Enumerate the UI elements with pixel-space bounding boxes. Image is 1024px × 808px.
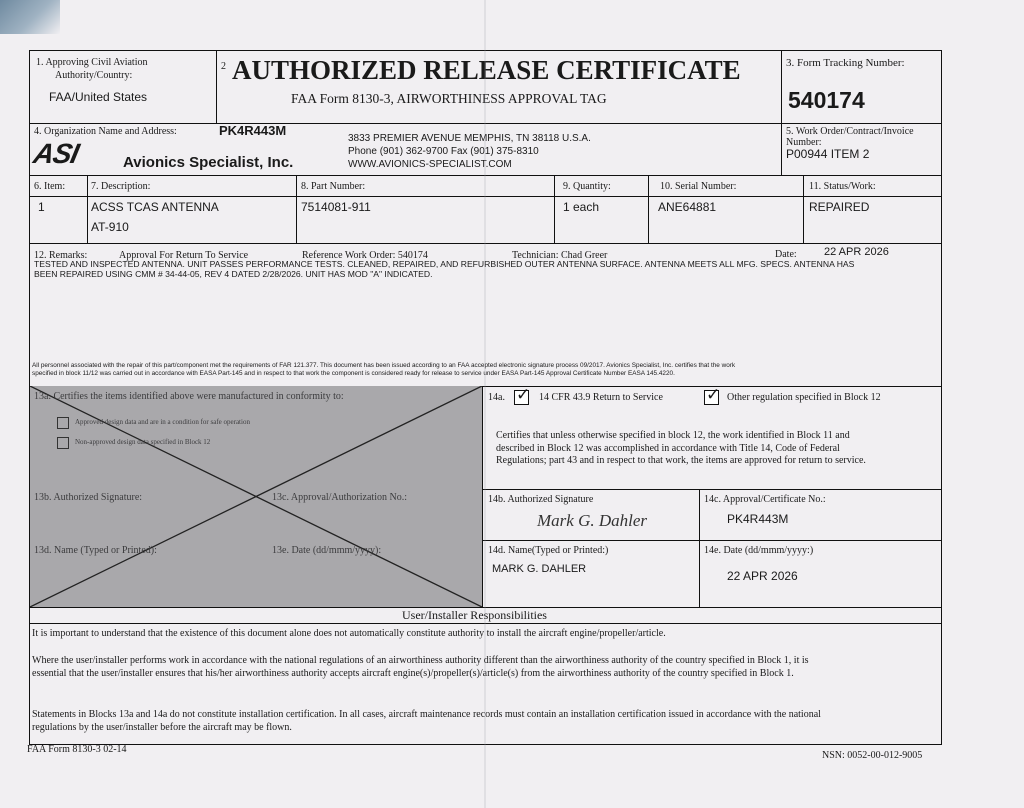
block14-date: 22 APR 2026 (727, 569, 798, 583)
divider (699, 489, 700, 607)
form-tracking-number: 540174 (788, 87, 865, 113)
col-part-header: 8. Part Number: (301, 181, 366, 192)
block13-option-approved: Approved design data and are in a condition for safe operation (75, 418, 250, 426)
block5-label: 5. Work Order/Contract/Invoice (786, 126, 914, 137)
page-title: AUTHORIZED RELEASE CERTIFICATE (232, 55, 741, 85)
col-status-header: 11. Status/Work: (809, 181, 876, 192)
col-description-header: 7. Description: (91, 181, 151, 192)
item-number: 1 (38, 200, 45, 214)
block1-label: Authority/Country: (55, 70, 133, 81)
responsibilities-title: User/Installer Responsibilities (402, 608, 547, 622)
remarks-approval: Approval For Return To Service (119, 250, 249, 261)
responsibilities-paragraph: Statements in Blocks 13a and 14a do not constitute installation certification. In all cases, aircraft maintenance records must contain an installation certification issued in accordance with the national regulations by the user/installer before the aircraft may be flown. (32, 709, 821, 733)
remarks-label: 12. Remarks: (34, 250, 88, 261)
remarks-technician: Technician: Chad Greer (512, 250, 608, 261)
block13e-label: 13e. Date (dd/mmm/yyyy): (272, 545, 382, 556)
block3-label: 3. Form Tracking Number: (786, 57, 905, 69)
divider (296, 175, 297, 243)
block14a-option-other: Other regulation specified in Block 12 (727, 392, 881, 403)
block14a-option-cfr: 14 CFR 43.9 Return to Service (539, 392, 663, 403)
remarks-fine-print: specified in block 11/12 was carried out in accordance with EASA Part-145 and in respect to that work the component is considered ready for release to service under EASA Part-145 Approval Certificate Number EASA 145.4220. (32, 370, 675, 377)
company-logo: ASI (30, 138, 82, 169)
printed-name: MARK G. DAHLER (492, 563, 587, 575)
nsn-footer: NSN: 0052-00-012-9005 (822, 750, 923, 761)
work-order-number: P00944 ITEM 2 (786, 147, 870, 161)
block14a-label: 14a. (488, 392, 505, 403)
block14b-label: 14b. Authorized Signature (488, 494, 594, 505)
checkmark-icon: ✓ (516, 385, 531, 405)
divider (803, 175, 804, 243)
quantity: 1 each (563, 200, 600, 214)
block14e-label: 14e. Date (dd/mmm/yyyy:) (704, 545, 814, 556)
company-website: WWW.AVIONICS-SPECIALIST.COM (348, 159, 512, 170)
block13-checkbox-nonapproved (57, 437, 69, 449)
org-code: PK4R443M (219, 123, 287, 138)
col-serial-header: 10. Serial Number: (660, 181, 737, 192)
company-address: 3833 PREMIER AVENUE MEMPHIS, TN 38118 U.S.A. (348, 133, 591, 144)
page-subtitle: FAA Form 8130-3, AIRWORTHINESS APPROVAL TAG (291, 91, 607, 106)
remarks-date: 22 APR 2026 (824, 246, 889, 258)
divider (781, 51, 782, 175)
other-regulation-checkbox[interactable] (704, 385, 721, 405)
background-corner (0, 0, 60, 34)
block14-certification-text: Certifies that unless otherwise specified in block 12, the work identified in Block 11 and described in Block 12 was accomplished in accordance with Title 14, Code of Federal Regulations; part 43 and in respect to that work, the items are approved for return to service. (496, 430, 866, 466)
block13a-label: 13a. Certifies the items identified above were manufactured in conformity to: (34, 391, 344, 402)
serial-number: ANE64881 (658, 200, 717, 214)
block1-label: 1. Approving Civil Aviation (36, 57, 148, 68)
divider (648, 175, 649, 243)
checkmark-icon: ✓ (706, 385, 721, 405)
authorized-signature: Mark G. Dahler (537, 511, 648, 530)
remarks-text: TESTED AND INSPECTED ANTENNA. UNIT PASSES PERFORMANCE TESTS. CLEANED, REPAIRED, AND REFURBISHED OUTER ANTENNA SURFACE. ANTENNA MEETS ALL MFG. SPECS. ANTENNA HAS (34, 259, 855, 269)
block13-option-nonapproved: Non-approved design data specified in Block 12 (75, 438, 211, 446)
divider (554, 175, 555, 243)
col-quantity-header: 9. Quantity: (563, 181, 611, 192)
block13d-label: 13d. Name (Typed or Printed): (34, 545, 157, 556)
company-name: Avionics Specialist, Inc. (123, 154, 294, 171)
block4-label: 4. Organization Name and Address: (34, 126, 177, 137)
company-phone: Phone (901) 362-9700 Fax (901) 375-8310 (348, 146, 539, 157)
block13c-label: 13c. Approval/Authorization No.: (272, 492, 407, 503)
approval-certificate-number: PK4R443M (727, 512, 789, 526)
status-work: REPAIRED (809, 200, 870, 214)
remarks-date-label: Date: (775, 249, 797, 260)
part-number: 7514081-911 (301, 200, 371, 214)
divider (87, 175, 88, 243)
approving-authority: FAA/United States (49, 90, 148, 104)
block13-checkbox-approved (57, 417, 69, 429)
block13b-label: 13b. Authorized Signature: (34, 492, 143, 503)
col-item-header: 6. Item: (34, 181, 66, 192)
block14d-label: 14d. Name(Typed or Printed:) (488, 545, 609, 556)
remarks-fine-print: All personnel associated with the repair of this part/component met the requirements of FAR 121.377. This document has been issued according to an FAA accepted electronic signature process 09/2017. Avionics Specialist, Inc. certifies that the work (32, 362, 736, 369)
block5-label: Number: (786, 137, 822, 148)
item-description: ACSS TCAS ANTENNA (91, 200, 219, 214)
form-number-footer: FAA Form 8130-3 02-14 (27, 744, 127, 755)
remarks-text: BEEN REPAIRED USING CMM # 34-44-05, REV 4 DATED 2/28/2026. UNIT HAS MOD "A" INDICATED. (34, 269, 433, 279)
block14c-label: 14c. Approval/Certificate No.: (704, 494, 826, 505)
divider (482, 386, 483, 607)
responsibilities-paragraph: It is important to understand that the existence of this document alone does not automatically constitute authority to install the aircraft engine/propeller/article. (32, 628, 666, 639)
remarks-reference: Reference Work Order: 540174 (302, 250, 428, 261)
return-to-service-checkbox[interactable] (514, 385, 531, 405)
paper-fold (484, 0, 486, 808)
divider (216, 51, 217, 123)
block2-number: 2 (221, 61, 226, 72)
item-description-model: AT-910 (91, 220, 129, 234)
responsibilities-paragraph: Where the user/installer performs work in accordance with the national regulations of an airworthiness authority different than the airworthiness authority of the country specified in Block 1, it is essential that the user/installer ensures that his/her airworthiness authority accepts aircraft engine(s)/propeller(s)/article(s) from the airworthiness authority of the country specified in Block 1. (32, 655, 809, 679)
